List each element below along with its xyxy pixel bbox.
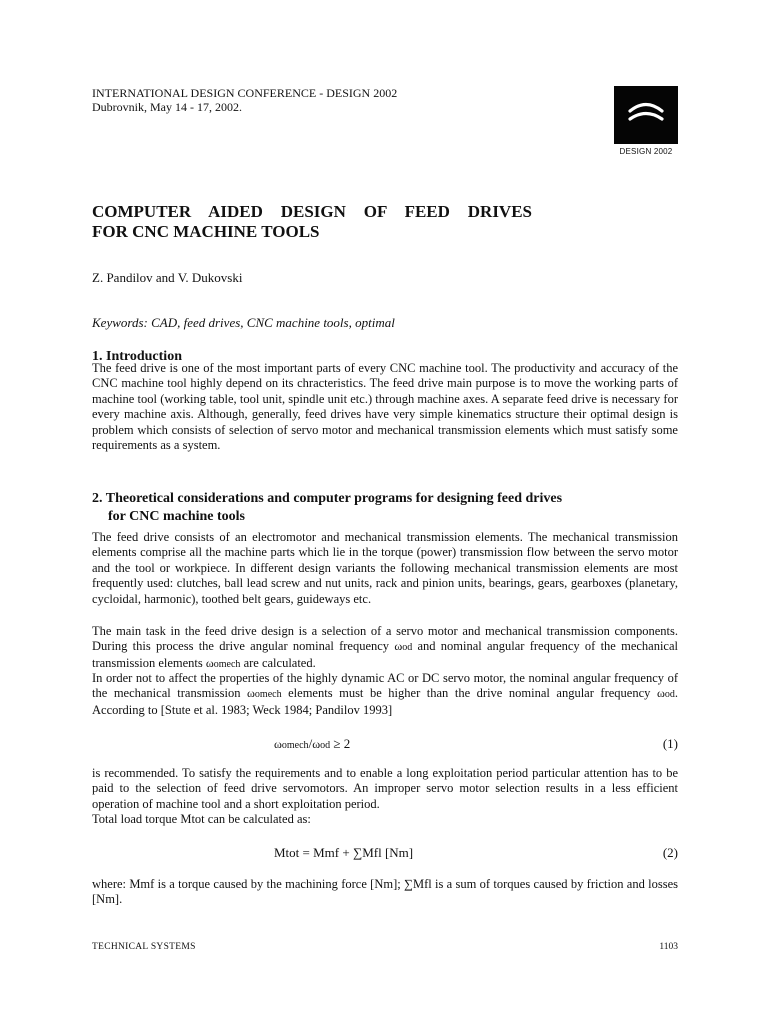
- authors: Z. Pandilov and V. Dukovski: [92, 270, 243, 285]
- equation-2-number: (2): [662, 845, 678, 860]
- section-2-paragraph-1: The feed drive consists of an electromotor and mechanical transmission elements. The mechanical transmission elements comprise all the machine parts which lie in the torque (power) transmission flow between the servo motor and the tool or workpiece. In different design variants the following mechanical transmission elements are most frequently used: clutches, ball lead screw and nut units, rack and pinion units, bearings, gears, gearboxes (planetary, cycloidal, harmonic), toothed belt gears, guideways etc.: [92, 530, 678, 606]
- para2-text-b: and nominal angular frequency of the mechanical transmission elements: [92, 639, 679, 670]
- equation-1-expression: [274, 736, 350, 752]
- subscript-omech: omech: [213, 658, 241, 670]
- section-2-paragraph-5: Total load torque Mtot can be calculated as:: [92, 812, 311, 826]
- para3-text-c: . According to [Stute et al. 1983; Weck 1984; Pandilov 1993]: [92, 686, 678, 717]
- section-2-paragraph-4: is recommended. To satisfy the requirements and to enable a long exploitation period particular attention has to be paid to the selection of feed drive servomotors. An improper servo motor selection results in a less efficient operation of machine tool and a short exploitation period.: [92, 766, 678, 811]
- omega-symbol: ω: [247, 686, 255, 701]
- section-1-body: The feed drive is one of the most important parts of every CNC machine tool. The productivity and accuracy of the CNC machine tool highly depend on its chracteristics. The feed drive main purpose is to move the working parts of machine tool (working table, tool unit, spindle unit etc.) through machine axes. A separate feed drive is necessary for every machine axis. Although, generally, feed drives have very simple kinematics structure their optimal design is problem which consists of selection of servo motor and mechanical transmission elements which must satisfy some requirements as a system.: [92, 361, 678, 453]
- conference-location-date: Dubrovnik, May 14 - 17, 2002.: [92, 100, 242, 114]
- design-2002-logo-icon: [614, 86, 678, 144]
- page-number: 1103: [659, 942, 678, 952]
- omega-symbol: ω: [205, 655, 214, 670]
- section-2-paragraph-3: [92, 671, 678, 718]
- section-1-heading: 1. Introduction: [92, 349, 182, 364]
- paper-title: [92, 202, 532, 242]
- footer-journal-section: TECHNICAL SYSTEMS: [92, 942, 196, 952]
- subscript-od: od: [664, 689, 675, 701]
- equation-2-expression: Mtot = Mmf + ∑Mfl [Nm]: [274, 845, 414, 860]
- section-2-heading: [92, 490, 678, 526]
- para3-text-b: elements must be higher than the drive nominal angular frequency: [288, 686, 651, 701]
- omega-symbol: ω: [312, 737, 321, 751]
- para2-text-c: are calculated.: [243, 655, 316, 670]
- para3-text-a: In order not to affect the properties of the highly dynamic AC or DC servo motor, the nominal angular frequency of the mechanical transmission: [92, 671, 678, 701]
- logo-caption: DESIGN 2002: [619, 147, 673, 156]
- paper-title-line1: COMPUTER AIDED DESIGN OF FEED DRIVES: [92, 202, 532, 221]
- omega-symbol: ω: [394, 639, 403, 654]
- keywords: Keywords: CAD, feed drives, CNC machine tools, optimal: [92, 315, 395, 330]
- subscript-od: od: [320, 740, 331, 751]
- section-2-heading-line2: for CNC machine tools: [108, 509, 246, 524]
- section-2-paragraph-6: where: Mmf is a torque caused by the machining force [Nm]; ∑Mfl is a sum of torques caused by friction and losses [Nm].: [92, 877, 678, 907]
- equation-1-rhs: ≥ 2: [330, 736, 351, 751]
- subscript-omech: omech: [281, 740, 309, 751]
- conference-name: INTERNATIONAL DESIGN CONFERENCE - DESIGN 2002: [92, 86, 398, 100]
- equation-1-number: (1): [662, 736, 678, 751]
- omega-symbol: ω: [274, 737, 282, 751]
- subscript-omech: omech: [254, 689, 282, 701]
- section-2-paragraph-2: [92, 624, 678, 672]
- para2-text-a: The main task in the feed drive design is a selection of a servo motor and mechanical transmission components. During this process the drive angular nominal frequency: [92, 624, 678, 654]
- conference-header: [92, 86, 397, 114]
- omega-symbol: ω: [656, 686, 665, 701]
- subscript-od: od: [402, 642, 413, 654]
- section-2-heading-line1: 2. Theoretical considerations and computer programs for designing feed drives: [92, 491, 563, 506]
- equation-1-slash: /: [308, 736, 313, 751]
- paper-title-line2: FOR CNC MACHINE TOOLS: [92, 222, 320, 241]
